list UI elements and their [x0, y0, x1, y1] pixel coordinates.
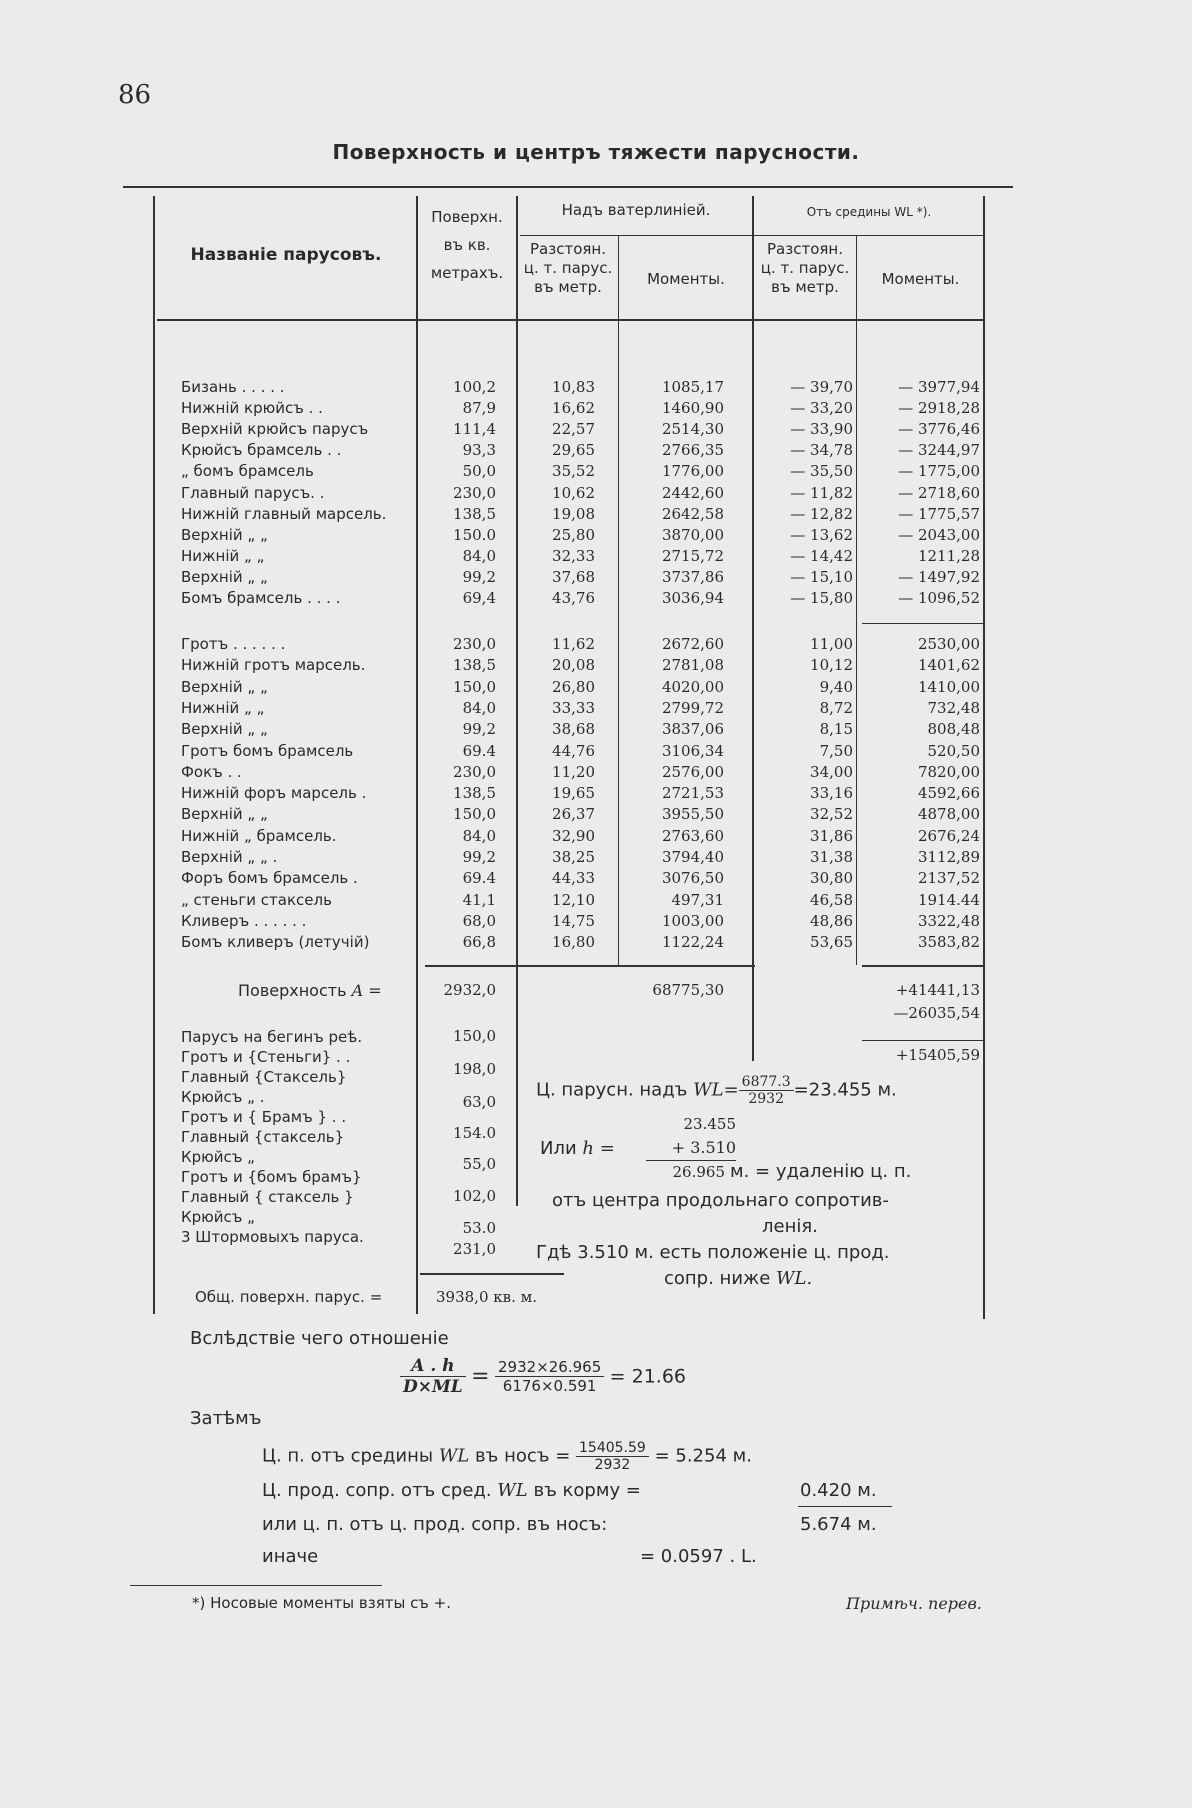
bottom-line2-c: въ корму = [533, 1480, 641, 1501]
row-name: „ бомъ брамсель [181, 462, 314, 481]
row-moment-from-mid: — 1096,52 [898, 589, 980, 607]
row-name: Верхній „ „ . [181, 848, 278, 866]
bottom-line1-result: = 5.254 м. [654, 1445, 752, 1467]
row-name: Верхній крюйсъ парусъ [181, 420, 369, 439]
row-moment-above-wl: 2642,58 [661, 504, 724, 523]
row-height-above-wl: 14,75 [552, 911, 595, 930]
table-row [0, 847, 1192, 868]
table-row [0, 504, 1192, 525]
cp-line1-text: Ц. парусн. надъ [536, 1079, 688, 1101]
row-distance-from-mid: — 12,82 [790, 504, 853, 523]
cp-num: 6877.3 [739, 1074, 794, 1091]
row-area: 41,1 [462, 890, 496, 909]
storm-list [181, 1027, 364, 1247]
row-area: 230,0 [453, 483, 496, 502]
row-area: 138,5 [453, 656, 496, 675]
row-distance-from-mid: 31,38 [810, 848, 853, 866]
row-moment-from-mid: 1401,62 [917, 656, 980, 675]
net-rule [862, 1040, 983, 1041]
bottom-line2-a: Ц. прод. сопр. отъ сред. [262, 1480, 492, 1501]
row-name: Нижній форъ марсель . [181, 784, 367, 803]
row-name: Нижній главный марсель. [181, 504, 387, 523]
row-area: 150,0 [453, 677, 496, 696]
header-name: Названіе парусовъ. [190, 245, 382, 265]
cp-line5: Гдѣ 3.510 м. есть положеніе ц. прод. [536, 1242, 890, 1263]
row-height-above-wl: 10,83 [552, 378, 595, 396]
bottom-line1-a: Ц. п. отъ средины [262, 1445, 434, 1467]
bottom-line1-wl: WL [438, 1445, 470, 1467]
row-moment-above-wl: 2576,00 [661, 762, 724, 781]
row-height-above-wl: 10,62 [552, 483, 595, 502]
cp-ili-text: Или [540, 1138, 577, 1159]
storm-area: 198,0 [453, 1060, 496, 1078]
row-height-above-wl: 22,57 [552, 420, 595, 439]
row-name: Нижній „ „ [181, 546, 265, 565]
row-distance-from-mid: 30,80 [810, 869, 853, 888]
row-height-above-wl: 38,25 [552, 848, 595, 866]
bottom-line2 [262, 1480, 641, 1501]
cp-ili: Или h = [540, 1138, 615, 1159]
row-area: 69.4 [462, 741, 496, 760]
row-moment-above-wl: 4020,00 [661, 677, 724, 696]
footnote-rule [130, 1585, 382, 1586]
table-row [0, 398, 1192, 419]
bottom-line3-result: 5.674 м. [800, 1514, 877, 1535]
row-moment-above-wl: 1122,24 [661, 933, 724, 952]
table-row [0, 483, 1192, 504]
row-height-above-wl: 16,62 [552, 399, 595, 418]
row-moment-above-wl: 3737,86 [661, 567, 724, 586]
row-name: Фокъ . . [181, 762, 242, 781]
row-area: 68,0 [462, 911, 496, 930]
bottom-line1-c: въ носъ = [475, 1445, 571, 1467]
row-distance-from-mid: 8,15 [819, 720, 853, 739]
row-name: Верхній „ „ [181, 677, 268, 696]
bottom-line1-fraction [576, 1440, 649, 1473]
ratio-fraction [400, 1356, 466, 1397]
row-name: Форъ бомъ брамсель . [181, 869, 358, 888]
ratio-formula: $\frac{A . h}{D\times ML}$ = $\frac{2932\times 26.965}{6176\times 0.591}$ = 21.66 [400, 1356, 686, 1397]
table-row [0, 567, 1192, 588]
storm-row: Главный {стаксель} [181, 1128, 345, 1146]
row-distance-from-mid: 11,00 [810, 635, 853, 653]
row-moment-above-wl: 497,31 [671, 890, 724, 909]
ratio-result: = 21.66 [609, 1365, 687, 1388]
grand-rule [420, 1273, 564, 1275]
row-height-above-wl: 33,33 [552, 698, 595, 717]
header-area [418, 206, 516, 284]
cp-den: 2932 [748, 1091, 784, 1107]
row-name: Нижній гротъ марсель. [181, 656, 366, 675]
row-distance-from-mid: 46,58 [810, 890, 853, 909]
row-area: 50,0 [462, 462, 496, 481]
row-moment-from-mid: 808,48 [927, 720, 980, 739]
table-row [0, 634, 1192, 655]
row-moment-from-mid: 3322,48 [917, 911, 980, 930]
row-moment-above-wl: 2763,60 [661, 826, 724, 845]
row-moment-from-mid: — 2718,60 [898, 483, 980, 502]
row-height-above-wl: 12,10 [552, 890, 595, 909]
cp-line6-wl: WL. [776, 1268, 813, 1289]
row-area: 69,4 [462, 589, 496, 607]
page-number: 86 [118, 80, 152, 110]
storm-row: Гротъ и { Брамъ } . . [181, 1108, 347, 1126]
row-moment-from-mid: — 3776,46 [898, 420, 980, 439]
table-top-rule [123, 186, 1013, 188]
cp-v1: 23.455 [683, 1115, 736, 1133]
row-height-above-wl: 19,65 [552, 784, 595, 803]
row-moment-from-mid: — 3244,97 [898, 441, 980, 460]
storm-row: Гротъ и {бомъ брамъ} [181, 1168, 362, 1186]
bottom-line1-num: 15405.59 [576, 1440, 649, 1457]
total-positive: +41441,13 [895, 981, 980, 999]
bottom-line2-result: 0.420 м. [800, 1480, 877, 1501]
row-distance-from-mid: 10,12 [810, 656, 853, 675]
row-name: Нижній „ „ [181, 698, 265, 717]
row-name: Бизань . . . . . [181, 378, 285, 396]
table-row [0, 932, 1192, 953]
cp-line6-text: сопр. ниже [664, 1268, 771, 1289]
row-moment-from-mid: 2530,00 [917, 635, 980, 653]
row-distance-from-mid: — 14,42 [790, 546, 853, 565]
row-area: 66,8 [462, 933, 496, 952]
total-moments-above: 68775,30 [652, 981, 724, 999]
row-height-above-wl: 26,80 [552, 677, 595, 696]
row-area: 138,5 [453, 784, 496, 803]
row-moment-from-mid: 1914.44 [917, 890, 980, 909]
storm-area: 154.0 [453, 1124, 496, 1142]
bottom-line4: иначе [262, 1546, 319, 1567]
cp-line3: отъ центра продольнаго сопротив- [552, 1190, 889, 1211]
row-name: Верхній „ „ [181, 525, 268, 544]
calc-fraction [495, 1358, 604, 1395]
row-moment-above-wl: 3076,50 [661, 869, 724, 888]
row-distance-from-mid: 48,86 [810, 911, 853, 930]
row-distance-from-mid: 33,16 [810, 784, 853, 803]
row-distance-from-mid: — 35,50 [790, 462, 853, 481]
row-height-above-wl: 37,68 [552, 567, 595, 586]
row-area: 84,0 [462, 698, 496, 717]
row-moment-above-wl: 2721,53 [661, 784, 724, 803]
row-moment-from-mid: — 3977,94 [898, 378, 980, 396]
row-moment-from-mid: 732,48 [927, 698, 980, 717]
row-height-above-wl: 29,65 [552, 441, 595, 460]
table-row [0, 588, 1192, 609]
storm-row: Гротъ и {Стеньги} . . [181, 1048, 351, 1066]
row-moment-above-wl: 3794,40 [661, 848, 724, 866]
row-height-above-wl: 11,20 [552, 762, 595, 781]
row-moment-from-mid: 520,50 [927, 741, 980, 760]
header-dist-mid-1: Разстоян. [767, 240, 843, 258]
row-name: Главный парусъ. . [181, 483, 325, 502]
row-moment-from-mid: — 1775,00 [898, 462, 980, 481]
table-right-rule [983, 196, 985, 320]
row-name: Крюйсъ брамсель . . [181, 441, 342, 460]
table-row [0, 783, 1192, 804]
cp-sum-rule [646, 1160, 736, 1161]
row-distance-from-mid: 53,65 [810, 933, 853, 952]
bottom-line3: или ц. п. отъ ц. прод. сопр. въ носъ: [262, 1514, 608, 1535]
table-row [0, 440, 1192, 461]
cp-result: =23.455 м. [793, 1079, 897, 1101]
row-area: 150,0 [453, 805, 496, 824]
row-moment-from-mid: 1410,00 [917, 677, 980, 696]
cp-h: h [582, 1138, 594, 1159]
row-area: 100,2 [453, 378, 496, 396]
row-height-above-wl: 20,08 [552, 656, 595, 675]
storm-row: Крюйсъ „ [181, 1148, 255, 1166]
row-height-above-wl: 11,62 [552, 635, 595, 653]
header-area-line2: въ кв. [443, 236, 491, 254]
header-bottom-rule [157, 319, 985, 321]
table-row [0, 868, 1192, 889]
row-moment-from-mid: — 1775,57 [898, 504, 980, 523]
grand-total-value: 3938,0 кв. м. [436, 1288, 538, 1306]
row-moment-above-wl: 2514,30 [661, 420, 724, 439]
row-distance-from-mid: — 34,78 [790, 441, 853, 460]
table-row [0, 698, 1192, 719]
ratio-den: D×ML [403, 1377, 463, 1397]
row-distance-from-mid: — 11,82 [790, 483, 853, 502]
bottom-line2-wl: WL [497, 1480, 528, 1501]
total-label [238, 981, 382, 1000]
table-row [0, 826, 1192, 847]
row-area: 138,5 [453, 504, 496, 523]
row-height-above-wl: 25,80 [552, 525, 595, 544]
total-net: +15405,59 [895, 1046, 980, 1064]
row-distance-from-mid: — 33,90 [790, 420, 853, 439]
row-moment-from-mid: 4592,66 [917, 784, 980, 803]
row-distance-from-mid: 9,40 [819, 677, 853, 696]
group-rule [862, 623, 983, 624]
table-row [0, 677, 1192, 698]
row-name: Верхній „ „ [181, 567, 268, 586]
row-height-above-wl: 44,33 [552, 869, 595, 888]
row-distance-from-mid: 7,50 [819, 741, 853, 760]
row-moment-from-mid: 4878,00 [917, 805, 980, 824]
row-distance-from-mid: 32,52 [810, 805, 853, 824]
table-row [0, 719, 1192, 740]
row-moment-from-mid: 3583,82 [917, 933, 980, 952]
totals-rule [425, 965, 755, 967]
then-text: Затѣмъ [190, 1408, 262, 1429]
table-row [0, 911, 1192, 932]
row-moment-from-mid: — 2043,00 [898, 525, 980, 544]
ratio-num: A . h [400, 1356, 466, 1377]
header-moments-above: Моменты. [647, 270, 725, 288]
row-distance-from-mid: — 33,20 [790, 399, 853, 418]
total-area: 2932,0 [443, 981, 496, 999]
row-area: 84,0 [462, 546, 496, 565]
table-row [0, 546, 1192, 567]
cp-v2: + 3.510 [671, 1138, 736, 1157]
row-height-above-wl: 19,08 [552, 504, 595, 523]
total-symbol: A = [351, 981, 382, 1000]
row-moment-above-wl: 3837,06 [661, 720, 724, 739]
cp-line2b: м. = удаленію ц. п. [730, 1161, 912, 1182]
table-row [0, 419, 1192, 440]
row-moment-above-wl: 2781,08 [661, 656, 724, 675]
row-area: 230,0 [453, 762, 496, 781]
row-moment-from-mid: 1211,28 [917, 546, 980, 565]
storm-area: 150,0 [453, 1027, 496, 1045]
storm-row: Крюйсъ „ . [181, 1088, 265, 1106]
header-from-mid: Отъ средины WL *). [806, 205, 932, 219]
row-moment-above-wl: 3955,50 [661, 805, 724, 824]
header-area-line3: метрахъ. [430, 264, 504, 282]
table-row [0, 762, 1192, 783]
row-area: 111,4 [453, 420, 496, 439]
storm-row: Главный {Стаксель} [181, 1068, 347, 1086]
row-height-above-wl: 32,90 [552, 826, 595, 845]
cp-wl: WL [693, 1079, 724, 1101]
table-row [0, 461, 1192, 482]
storm-area: 55,0 [462, 1155, 496, 1173]
row-name: Гротъ бомъ брамсель [181, 741, 354, 760]
cp-line4: ленія. [762, 1216, 818, 1237]
storm-area: 102,0 [453, 1187, 496, 1205]
row-area: 99,2 [462, 720, 496, 739]
bottom-line1-den: 2932 [594, 1457, 631, 1473]
page-title: Поверхность и центръ тяжести парусности. [332, 140, 860, 164]
header-dist-above-2: ц. т. парус. [523, 259, 613, 277]
row-distance-from-mid: 31,86 [810, 826, 853, 845]
row-distance-from-mid: 8,72 [819, 698, 853, 717]
row-moment-above-wl: 2715,72 [661, 546, 724, 565]
row-moment-above-wl: 3106,34 [661, 741, 724, 760]
table-row [0, 890, 1192, 911]
storm-row: Крюйсъ „ [181, 1208, 255, 1226]
header-moments-mid: Моменты. [881, 270, 960, 288]
cp-fraction [739, 1074, 794, 1107]
cp-line6 [664, 1268, 812, 1289]
row-height-above-wl: 43,76 [552, 589, 595, 607]
row-height-above-wl: 32,33 [552, 546, 595, 565]
total-label-text: Поверхность [238, 981, 347, 1000]
table-row [0, 741, 1192, 762]
row-height-above-wl: 38,68 [552, 720, 595, 739]
storm-row: Парусъ на бегинъ реѣ. [181, 1028, 363, 1046]
row-name: „ стеньги стаксель [181, 890, 332, 909]
row-height-above-wl: 35,52 [552, 462, 595, 481]
storm-area: 53.0 [462, 1219, 496, 1237]
row-distance-from-mid: — 15,10 [790, 567, 853, 586]
header-dist-above [518, 240, 618, 297]
row-moment-above-wl: 2442,60 [661, 483, 724, 502]
row-name: Нижній „ брамсель. [181, 826, 337, 845]
storm-area: 231,0 [453, 1240, 496, 1258]
consequently-text: Вслѣдствіе чего отношеніе [190, 1328, 449, 1349]
calc-den: 6176×0.591 [502, 1377, 597, 1395]
table-row [0, 655, 1192, 676]
row-name: Бомъ кливеръ (летучій) [181, 933, 370, 952]
table-row [0, 804, 1192, 825]
row-distance-from-mid: — 39,70 [790, 378, 853, 396]
cp-v3: 26.965 [672, 1163, 725, 1181]
row-area: 230,0 [453, 635, 496, 653]
row-name: Кливеръ . . . . . . [181, 911, 307, 930]
table-row [0, 525, 1192, 546]
row-name: Бомъ брамсель . . . . [181, 589, 341, 607]
row-area: 69.4 [462, 869, 496, 888]
header-dist-above-1: Разстоян. [530, 240, 606, 258]
bottom-line1 [262, 1440, 752, 1473]
storm-area: 63,0 [462, 1093, 496, 1111]
row-distance-from-mid: — 13,62 [790, 525, 853, 544]
row-moment-above-wl: 3036,94 [661, 589, 724, 607]
header-above-wl: Надъ ватерлиніей. [561, 201, 711, 219]
row-moment-from-mid: — 1497,92 [898, 567, 980, 586]
row-moment-from-mid: 2676,24 [917, 826, 980, 845]
header-dist-mid-2: ц. т. парус. [760, 259, 850, 277]
storm-row: 3 Штормовыхъ паруса. [181, 1228, 364, 1246]
row-area: 84,0 [462, 826, 496, 845]
footnote: *) Носовые моменты взяты съ +. [192, 1594, 452, 1612]
row-moment-from-mid: 3112,89 [917, 848, 980, 866]
cp-line1: Ц. парусн. надъ WL= $\frac{6877.3}{2932}$ =23.455 м. [536, 1074, 897, 1107]
row-moment-above-wl: 1003,00 [661, 911, 724, 930]
row-moment-from-mid: 2137,52 [917, 869, 980, 888]
table-row [0, 377, 1192, 398]
row-name: Верхній „ „ [181, 805, 268, 824]
row-moment-above-wl: 2766,35 [661, 441, 724, 460]
row-area: 93,3 [462, 441, 496, 460]
row-moment-above-wl: 1085,17 [661, 378, 724, 396]
row-area: 150.0 [453, 525, 496, 544]
row-distance-from-mid: — 15,80 [790, 589, 853, 607]
totals-rule-right [862, 965, 983, 967]
row-moment-above-wl: 2799,72 [661, 698, 724, 717]
header-area-line1: Поверхн. [431, 208, 503, 226]
row-area: 99,2 [462, 848, 496, 866]
row-moment-from-mid: 7820,00 [917, 762, 980, 781]
row-name: Верхній „ „ [181, 720, 268, 739]
bottom-line4-result: = 0.0597 . L. [640, 1546, 757, 1567]
row-area: 99,2 [462, 567, 496, 586]
translator-note: Примѣч. перев. [846, 1594, 982, 1613]
total-negative: —26035,54 [893, 1004, 980, 1022]
grand-total-label: Общ. поверхн. парус. = [195, 1288, 383, 1306]
row-moment-above-wl: 3870,00 [661, 525, 724, 544]
row-moment-above-wl: 2672,60 [661, 635, 724, 653]
row-distance-from-mid: 34,00 [810, 762, 853, 781]
header-dist-mid [754, 240, 856, 297]
row-name: Гротъ . . . . . . [181, 635, 286, 653]
row-moment-from-mid: — 2918,28 [898, 399, 980, 418]
row-moment-above-wl: 1460,90 [661, 399, 724, 418]
row-height-above-wl: 16,80 [552, 933, 595, 952]
row-height-above-wl: 44,76 [552, 741, 595, 760]
row-name: Нижній крюйсъ . . [181, 399, 323, 418]
row-area: 87,9 [462, 399, 496, 418]
header-dist-mid-3: въ метр. [771, 278, 839, 296]
storm-row: Главный { стаксель } [181, 1188, 354, 1206]
bottom-sum-rule [798, 1506, 892, 1507]
row-height-above-wl: 26,37 [552, 805, 595, 824]
row-moment-above-wl: 1776,00 [661, 462, 724, 481]
calc-num: 2932×26.965 [495, 1358, 604, 1377]
header-dist-above-3: въ метр. [534, 278, 602, 296]
